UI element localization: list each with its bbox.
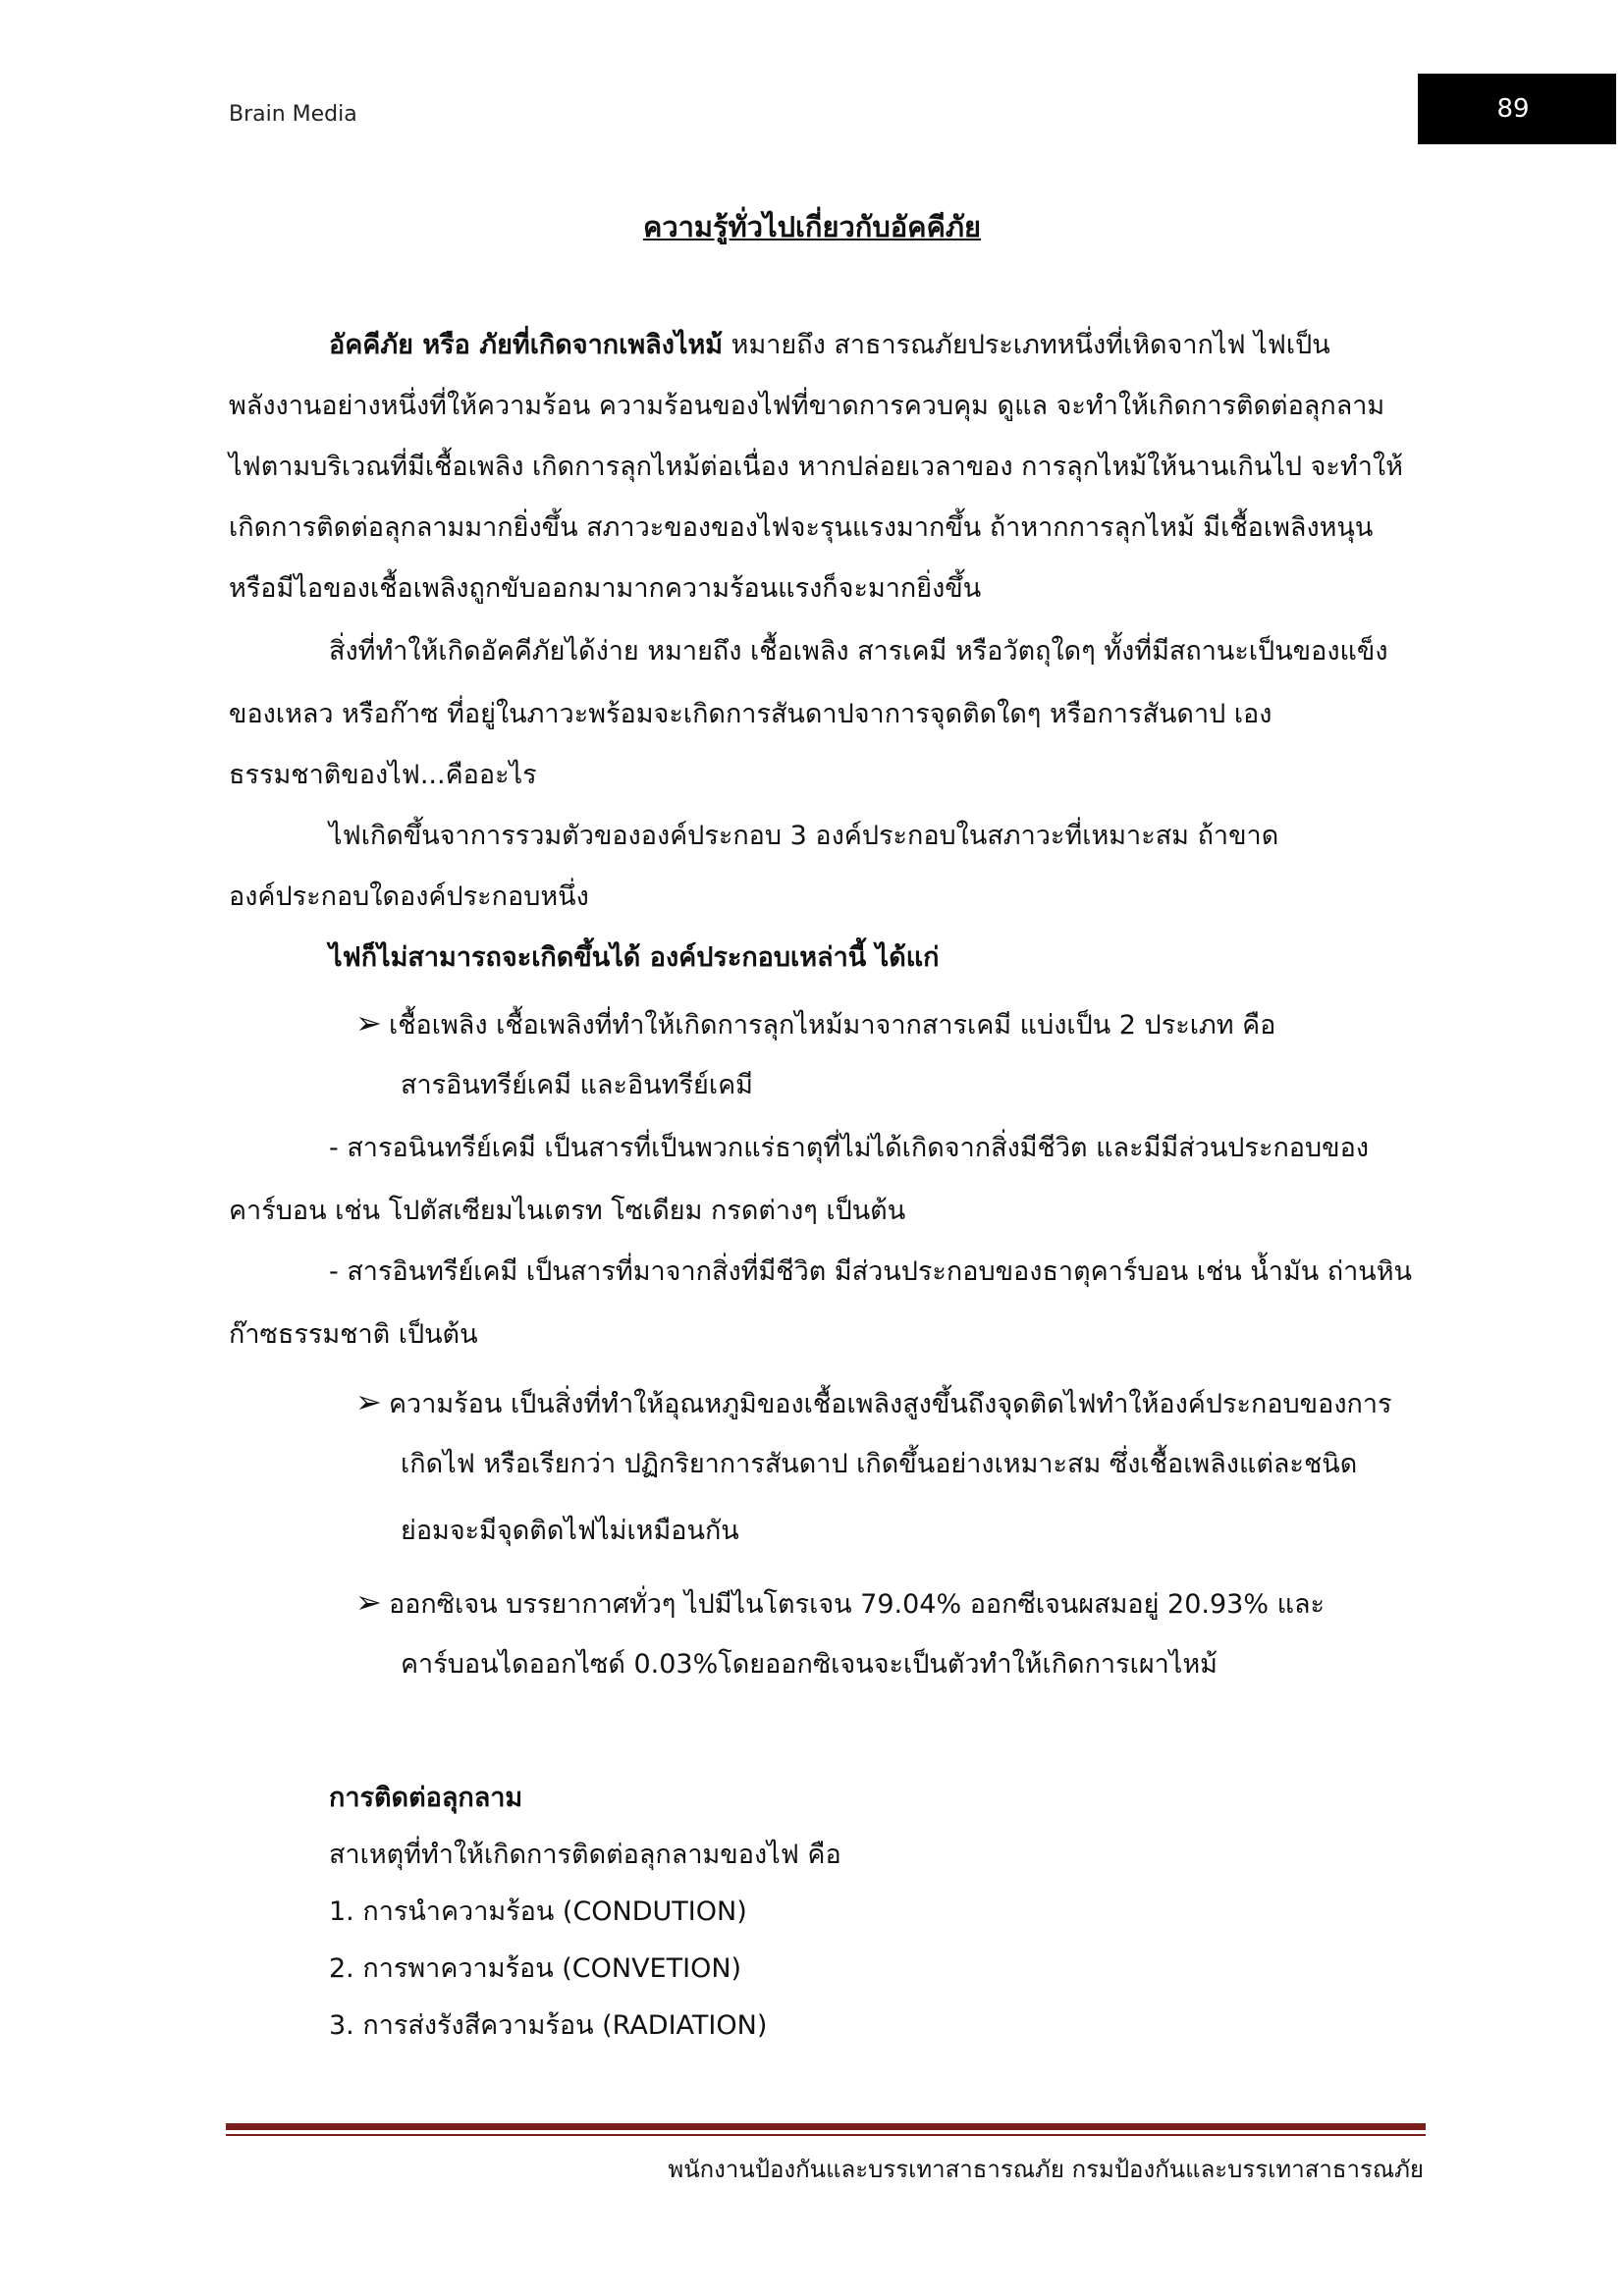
para1-line1 — [329, 326, 1330, 365]
bullet2-line2: เกิดไฟ หรือเรียกว่า ปฏิกริยาการสันดาป เกิดขึ้นอย่างเหมาะสม ซึ่งเชื้อเพลิงแต่ละชนิด — [401, 1449, 1358, 1479]
list-item: 2. การพาความร้อน (CONVETION) — [329, 1953, 742, 1984]
footer-rule-thick — [226, 2123, 1426, 2130]
list-item: 1. การนำความร้อน (CONDUTION) — [329, 1896, 747, 1927]
arrow-bullet-icon: ➢ — [355, 1004, 382, 1041]
spread-intro: สาเหตุที่ทำให้เกิดการติดต่อลุกลามของไฟ คือ — [329, 1840, 841, 1870]
footer-rule-thin — [226, 2134, 1426, 2136]
bullet1-line2: สารอินทรีย์เคมี และอินทรีย์เคมี — [401, 1070, 753, 1100]
arrow-bullet-icon: ➢ — [355, 1583, 382, 1621]
para1-line5: หรือมีไอของเชื้อเพลิงถูกขับออกมามากความร้อนแรงก็จะมากยิ่งขึ้น — [229, 573, 982, 604]
para2-line2: ของเหลว หรือก๊าซ ที่อยู่ในภาวะพร้อมจะเกิดการสันดาปจาการจุดติดใดๆ หรือการสันดาป เอง — [229, 699, 1272, 729]
header-brand: Brain Media — [229, 102, 357, 127]
list-item: 3. การส่งรังสีความร้อน (RADIATION) — [329, 2010, 768, 2041]
para3-line1: ไฟเกิดขึ้นจาการรวมตัวขององค์ประกอบ 3 องค์ประกอบในสภาวะที่เหมาะสม ถ้าขาด — [329, 821, 1279, 851]
para2-line3: ธรรมชาติของไฟ...คืออะไร — [229, 760, 537, 790]
bullet2-line3: ย่อมจะมีจุดติดไฟไม่เหมือนกัน — [401, 1516, 739, 1546]
arrow-bullet-icon: ➢ — [355, 1383, 382, 1420]
dash2-line2: ก๊าซธรรมชาติ เป็นต้น — [229, 1319, 478, 1350]
bullet1-text: เชื้อเพลิง เชื้อเพลิงที่ทำให้เกิดการลุกไหม้มาจากสารเคมี แบ่งเป็น 2 ประเภท คือ — [389, 1010, 1276, 1041]
bullet2-line1 — [355, 1382, 1392, 1424]
bullet2-text: ความร้อน เป็นสิ่งที่ทำให้อุณหภูมิของเชื้อเพลิงสูงขึ้นถึงจุดติดไฟทำให้องค์ประกอบของการ — [389, 1389, 1392, 1419]
para2-line1: สิ่งที่ทำให้เกิดอัคคีภัยได้ง่าย หมายถึง เชื้อเพลิง สารเคมี หรือวัตถุใดๆ ทั้งที่มีสถานะเป็นของแข็ง — [329, 636, 1388, 667]
page-title: ความรู้ทั่วไปเกี่ยวกับอัคคีภัย — [642, 210, 982, 243]
bullet3-line2: คาร์บอนไดออกไซด์ 0.03%โดยออกซิเจนจะเป็นตัวทำให้เกิดการเผาไหม้ — [401, 1649, 1218, 1680]
spread-heading: การติดต่อลุกลาม — [329, 1783, 523, 1813]
bullet3-line1 — [355, 1582, 1325, 1625]
bullet3-text: ออกซิเจน บรรยากาศทั่วๆ ไปมีไนโตรเจน 79.04% ออกซีเจนผสมอยู่ 20.93% และ — [389, 1589, 1326, 1620]
para1-line3: ไฟตามบริเวณที่มีเชื้อเพลิง เกิดการลุกไหม้ต่อเนื่อง หากปล่อยเวลาของ การลุกไหม้ให้นานเกินไป จะทำให้ — [229, 452, 1403, 482]
para3-line3: ไฟก็ไม่สามารถจะเกิดขึ้นได้ องค์ประกอบเหล่านี้ ได้แก่ — [329, 942, 940, 973]
bullet1-line1 — [355, 1003, 1275, 1045]
footer-text: พนักงานป้องกันและบรรเทาสาธารณภัย กรมป้องกันและบรรเทาสาธารณภัย — [668, 2156, 1424, 2183]
para1-line1-rest: หมายถึง สาธารณภัยประเภทหนึ่งที่เหิดจากไฟ ไฟเป็น — [723, 330, 1330, 360]
page-number: 89 — [1418, 74, 1616, 144]
para1-line2: พลังงานอย่างหนึ่งที่ให้ความร้อน ความร้อนของไฟที่ขาดการควบคุม ดูแล จะทำให้เกิดการติดต่อลุกลาม — [229, 391, 1385, 421]
dash1-line2: คาร์บอน เช่น โปตัสเซียมไนเตรท โซเดียม กรดต่างๆ เป็นต้น — [229, 1196, 906, 1226]
para1-line4: เกิดการติดต่อลุกลามมากยิ่งขึ้น สภาวะของของไฟจะรุนแรงมากขึ้น ถ้าหากการลุกไหม้ มีเชื้อเพลิงหนุน — [229, 512, 1374, 543]
dash1-line1: - สารอนินทรีย์เคมี เป็นสารที่เป็นพวกแร่ธาตุที่ไม่ได้เกิดจากสิ่งมีชีวิต และมีมีส่วนประกอบของ — [329, 1133, 1369, 1163]
para3-line2: องค์ประกอบใดองค์ประกอบหนึ่ง — [229, 881, 589, 912]
dash2-line1: - สารอินทรีย์เคมี เป็นสารที่มาจากสิ่งที่มีชีวิต มีส่วนประกอบของธาตุคาร์บอน เช่น น้ำมัน ถ่านหิน — [329, 1256, 1413, 1287]
para1-lead: อัคคีภัย หรือ ภัยที่เกิดจากเพลิงไหม้ — [329, 330, 724, 360]
